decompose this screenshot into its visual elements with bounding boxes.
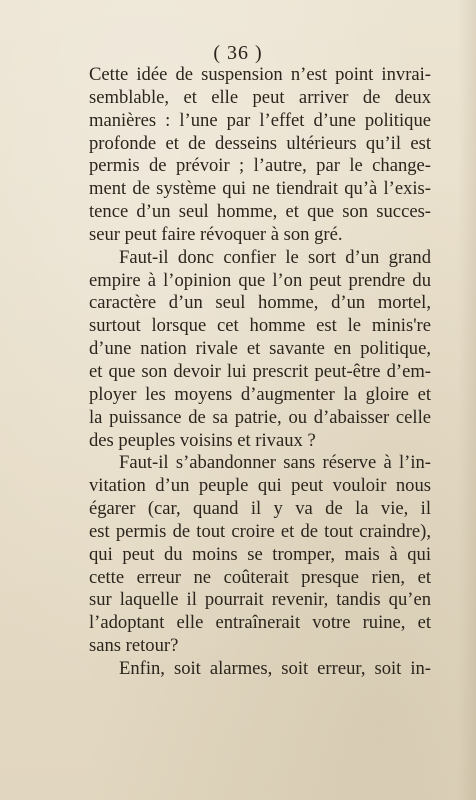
text-line: vitation d’un peuple qui peut vouloir nous — [89, 475, 431, 497]
text-line: la puissance de sa patrie, ou d’abaisser celle — [89, 406, 431, 428]
text-line: est permis de tout croire et de tout craindre), — [89, 520, 431, 542]
text-line: surtout lorsque cet homme est le minis're — [89, 315, 431, 337]
page-number: ( 36 ) — [213, 42, 263, 64]
text-line: permis de prévoir ; l’autre, par le change- — [89, 155, 431, 177]
text-line: profonde et de desseins ultérieurs qu’il est — [89, 132, 431, 154]
page-edge-shadow — [458, 0, 476, 800]
text-line: sans retour? — [89, 635, 179, 657]
text-line: semblable, et elle peut arriver de deux — [89, 86, 431, 108]
text-line: Enfin, soit alarmes, soit erreur, soit in- — [119, 657, 431, 679]
text-line: Faut-il s’abandonner sans réserve à l’in- — [119, 452, 431, 474]
text-line: et que son devoir lui prescrit peut-être d’em- — [89, 360, 431, 382]
text-line: égarer (car, quand il y va de la vie, il — [89, 498, 431, 520]
text-line: tence d’un seul homme, et que son succes- — [89, 201, 431, 223]
text-line: des peuples voisins et rivaux ? — [89, 429, 316, 451]
text-line: cette erreur ne coûterait presque rien, et — [89, 566, 431, 588]
text-line: ment de système qui ne tiendrait qu’à l’exis- — [89, 178, 431, 200]
text-line: manières : l’une par l’effet d’une politique — [89, 109, 431, 131]
text-line: d’une nation rivale et savante en politique, — [89, 338, 431, 360]
text-line: Faut-il donc confier le sort d’un grand — [119, 246, 431, 268]
text-line: seur peut faire révoquer à son gré. — [89, 223, 343, 245]
text-line: sur laquelle il pourrait revenir, tandis qu’en — [89, 589, 431, 611]
text-line: Cette idée de suspension n’est point invrai- — [89, 64, 431, 85]
text-line: empire à l’opinion que l’on peut prendre du — [89, 269, 431, 291]
text-line: ployer les moyens d’augmenter la gloire et — [89, 383, 431, 405]
text-line: l’adoptant elle entraînerait votre ruine, et — [89, 612, 431, 634]
body-text — [89, 64, 431, 681]
text-line: caractère d’un seul homme, d’un mortel, — [89, 292, 431, 314]
text-line: qui peut du moins se tromper, mais à qui — [89, 543, 431, 565]
